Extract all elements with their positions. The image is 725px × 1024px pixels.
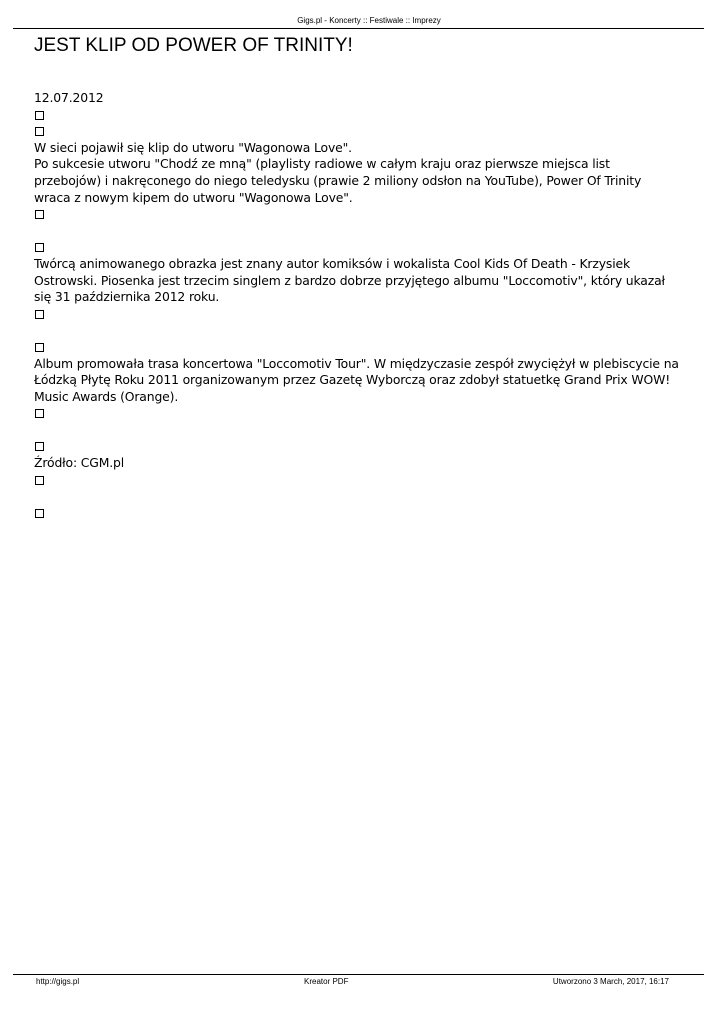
spacer xyxy=(34,422,694,439)
missing-glyph-row xyxy=(34,306,694,323)
article-paragraph-3 xyxy=(34,356,694,406)
missing-glyph-row xyxy=(34,239,694,256)
missing-glyph-row xyxy=(34,339,694,356)
footer-created: Utworzono 3 March, 2017, 16:17 xyxy=(552,977,669,986)
spacer xyxy=(34,488,694,505)
missing-glyph-box-icon xyxy=(35,243,44,252)
article-title: JEST KLIP OD POWER OF TRINITY! xyxy=(34,35,353,56)
paragraph-line: wraca z nowym kipem do utworu "Wagonowa Love". xyxy=(34,189,353,205)
missing-glyph-box-icon xyxy=(35,476,44,485)
article-body xyxy=(34,90,694,521)
spacer xyxy=(34,223,694,240)
article-paragraph-2 xyxy=(34,256,694,306)
missing-glyph-box-icon xyxy=(35,442,44,451)
spacer xyxy=(34,322,694,339)
missing-glyph-row xyxy=(34,438,694,455)
paragraph-line: Twórcą animowanego obrazka jest znany autor komiksów i wokalista Cool Kids Of Death - Krzysiek xyxy=(34,255,630,271)
article-source: Źródło: CGM.pl xyxy=(34,455,125,471)
paragraph-line: Album promowała trasa koncertowa "Loccomotiv Tour". W międzyczasie zespół zwyciężył w plebiscycie na xyxy=(34,355,679,371)
article-date: 12.07.2012 xyxy=(34,90,104,105)
paragraph-line: Po sukcesie utworu "Chodź ze mną" (playlisty radiowe w całym kraju oraz pierwsze miejsca list xyxy=(34,156,610,172)
article-paragraph-1 xyxy=(34,140,694,206)
footer-generator: Kreator PDF xyxy=(304,977,349,986)
missing-glyph-box-icon xyxy=(35,509,44,518)
missing-glyph-box-icon xyxy=(35,210,44,219)
paragraph-line: Ostrowski. Piosenka jest trzecim singlem z bardzo dobrze przyjętego albumu "Loccomotiv", który ukazał xyxy=(34,272,665,288)
paragraph-line: Music Awards (Orange). xyxy=(34,388,179,404)
missing-glyph-row xyxy=(34,107,694,124)
footer-url: http://gigs.pl xyxy=(36,977,80,986)
missing-glyph-box-icon xyxy=(35,343,44,352)
missing-glyph-box-icon xyxy=(35,310,44,319)
missing-glyph-row xyxy=(34,472,694,489)
missing-glyph-box-icon xyxy=(35,127,44,136)
missing-glyph-box-icon xyxy=(35,409,44,418)
footer-divider xyxy=(13,974,704,975)
header-divider xyxy=(13,28,704,29)
paragraph-line: się 31 października 2012 roku. xyxy=(34,289,220,305)
missing-glyph-row xyxy=(34,123,694,140)
missing-glyph-row xyxy=(34,505,694,522)
missing-glyph-row xyxy=(34,206,694,223)
paragraph-line: W sieci pojawił się klip do utworu "Wagonowa Love". xyxy=(34,139,352,155)
paragraph-line: przebojów) i nakręconego do niego teledysku (prawie 2 miliony odsłon na YouTube), Power Of Trinity xyxy=(34,172,642,188)
paragraph-line: Łódzką Płytę Roku 2011 organizowanym przez Gazetę Wyborczą oraz zdobył statuetkę Grand Prix WOW! xyxy=(34,372,671,388)
missing-glyph-box-icon xyxy=(35,111,44,120)
page-header: Gigs.pl - Koncerty :: Festiwale :: Imprezy xyxy=(297,16,441,25)
missing-glyph-row xyxy=(34,405,694,422)
